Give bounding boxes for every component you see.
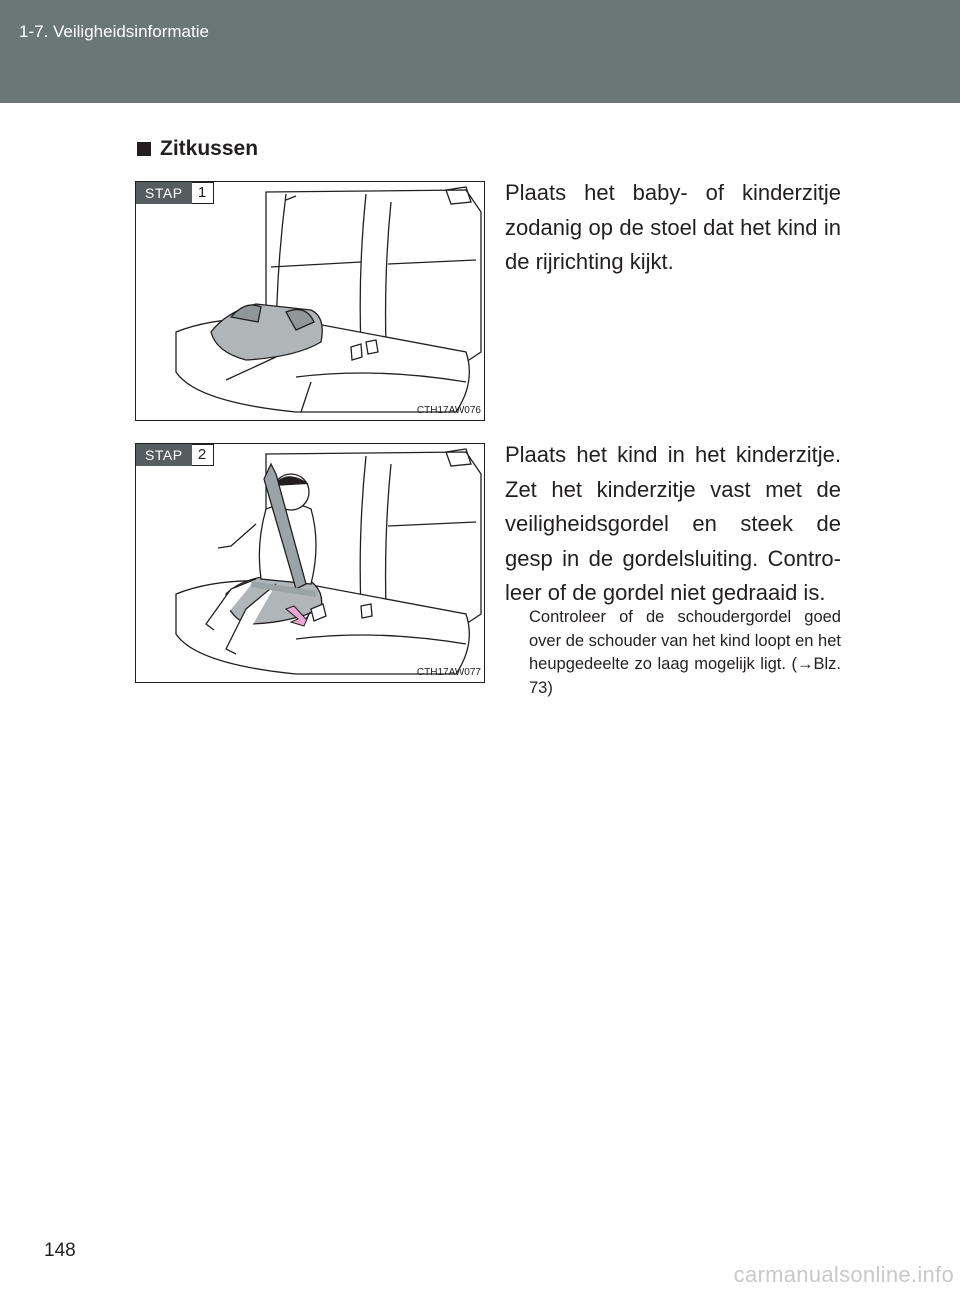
step-number: 2 <box>192 444 214 466</box>
step-1-text: Plaats het baby- of kinderzitje zodanig op de stoel dat het kind in de rijrichting kijkt. <box>505 180 841 274</box>
step-number: 1 <box>192 182 214 204</box>
section-heading-text: Zitkussen <box>160 137 259 160</box>
figure-step-2 <box>135 443 485 683</box>
step-2-text: Plaats het kind in het kinderzitje. Zet het kinderzitje vast met de veiligheidsgordel en steek de gesp in de gordelsluiting. Contro-leer of de gordel niet gedraaid is. <box>505 442 841 605</box>
page-number: 148 <box>44 1240 76 1261</box>
page-header <box>0 0 960 103</box>
child-in-booster-illustration <box>136 444 483 681</box>
step-badge <box>136 182 214 204</box>
square-bullet-icon <box>137 142 151 156</box>
section-heading <box>137 137 258 161</box>
watermark: carmanualsonline.info <box>733 1262 954 1287</box>
step-2-note: Controleer of de schoudergordel goed over de schouder van het kind loopt en het heupgedeelte zo laag mogelijk ligt. (→Blz. 73) <box>529 608 841 697</box>
step-label: STAP <box>136 444 192 466</box>
figure-code: CTH17AW077 <box>416 667 481 678</box>
booster-seat-illustration <box>136 182 483 419</box>
step-badge <box>136 444 214 466</box>
chapter-title: 1-7. Veiligheidsinformatie <box>19 22 209 41</box>
step-label: STAP <box>136 182 192 204</box>
figure-code: CTH17AW076 <box>416 405 481 416</box>
figure-step-1 <box>135 181 485 421</box>
